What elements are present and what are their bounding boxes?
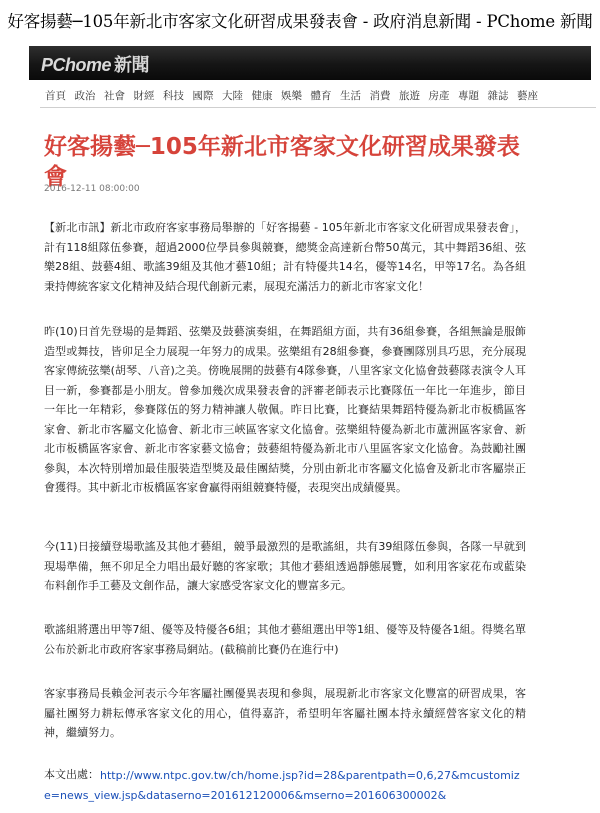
pchome-logo[interactable] — [41, 51, 149, 77]
nav-divider — [40, 107, 596, 108]
nav-item-sports[interactable]: 體育 — [310, 90, 332, 102]
article-paragraph-4: 歌謠組將選出甲等7組、優等及特優各6組；其他才藝組選出甲等1組、優等及特優各1組。得獎名單公布於新北市政府客家事務局網站。(截稿前比賽仍在進行中) — [44, 623, 526, 656]
publish-date: 2016-12-11 08:00:00 — [44, 184, 140, 194]
nav-item-consumer[interactable]: 消費 — [369, 90, 391, 102]
source-link[interactable]: http://www.ntpc.gov.tw/ch/home.jsp?id=28&parentpath=0,6,27&mcustomize=news_view.jsp&dataserno=201612120006&mserno=201606300002& — [44, 769, 520, 802]
article-paragraph-1: 【新北市訊】新北市政府客家事務局舉辦的「好客揚藝 - 105年新北市客家文化研習成果發表會」，計有118組隊伍參賽，超過2000位學員參與競賽，總獎金高達新台幣50萬元，其中舞蹈36組、弦樂28組、鼓藝4組、歌謠39組及其他才藝10組；計有特優共14名，優等14名，甲等17名。為各組秉持傳統客家文化精神及結合現代創新元素，展現充滿活力的新北市客家文化！ — [44, 221, 526, 293]
nav-item-international[interactable]: 國際 — [192, 90, 214, 102]
nav-item-tech[interactable]: 科技 — [163, 90, 184, 102]
nav-item-life[interactable]: 生活 — [340, 90, 361, 102]
nav-item-arts[interactable]: 藝座 — [517, 90, 538, 102]
nav-item-magazine[interactable]: 雜誌 — [487, 90, 509, 102]
source-label: 本文出處： — [44, 768, 99, 781]
nav-item-china[interactable]: 大陸 — [222, 90, 243, 102]
article-title: 好客揚藝─105年新北市客家文化研習成果發表會 — [44, 134, 520, 191]
nav-item-home[interactable]: 首頁 — [45, 90, 66, 102]
article-paragraph-3: 今(11)日接續登場歌謠及其他才藝組，競爭最激烈的是歌謠組，共有39組隊伍參與，各隊一早就到現場準備，無不卯足全力唱出最好聽的客家歌；其他才藝組透過靜態展覽，如利用客家花布或藍染布料創作手工藝及文創作品，讓大家感受客家文化的豐富多元。 — [44, 540, 526, 592]
nav-item-property[interactable]: 房產 — [428, 90, 450, 102]
nav-item-politics[interactable]: 政治 — [74, 90, 96, 102]
nav-item-finance[interactable]: 財經 — [133, 90, 155, 102]
logo-text: PChome — [41, 55, 112, 75]
nav-item-society[interactable]: 社會 — [104, 90, 125, 102]
print-header: 好客揚藝─105年新北市客家文化研習成果發表會 - 政府消息新聞 - PChome 新聞 — [7, 12, 593, 31]
article-paragraph-2: 昨(10)日首先登場的是舞蹈、弦樂及鼓藝演奏組，在舞蹈組方面，共有36組參賽，各組無論是服飾造型或舞技，皆卯足全力展現一年努力的成果。弦樂組有28組參賽，參賽團隊別具巧思，充分展現客家傳統弦樂(胡琴、八音)之美。傍晚展開的鼓藝有4隊參賽，八里客家文化協會鼓藝隊表演令人耳目一新，參賽都是小朋友。曾參加幾次成果發表會的評審老師表示比賽隊伍一年比一年進步，節目一年比一年精彩，參賽隊伍的努力精神讓人敬佩。昨日比賽，比賽結果舞蹈特優為新北市板橋區客家會、新北市客屬文化協會、新北市三峽區客家文化協會。弦樂組特優為新北市蘆洲區客家會、新北市板橋區客家會、新北市客家藝文協會；鼓藝組特優為新北市八里區客家文化協會。為鼓勵社團參與，本次特別增加最佳服裝造型獎及最佳團結獎，分別由新北市客屬文化協會及新北市客屬崇正會獲得。其中新北市板橋區客家會贏得兩組競賽特優，表現突出成績優異。 — [44, 325, 526, 494]
nav-item-entertainment[interactable]: 娛樂 — [281, 90, 302, 102]
category-nav — [45, 88, 595, 106]
nav-item-health[interactable]: 健康 — [251, 90, 273, 102]
nav-item-travel[interactable]: 旅遊 — [399, 90, 420, 102]
article-paragraph-5: 客家事務局長賴金河表示今年客屬社團優異表現和參與，展現新北市客家文化豐富的研習成果，客屬社團努力耕耘傳承客家文化的用心，值得嘉許，希望明年客屬社團本持永續經營客家文化的精神，繼續努力。 — [44, 687, 526, 739]
nav-item-topics[interactable]: 專題 — [458, 90, 479, 102]
logo-subtitle: 新聞 — [114, 55, 150, 75]
site-banner — [29, 46, 591, 80]
